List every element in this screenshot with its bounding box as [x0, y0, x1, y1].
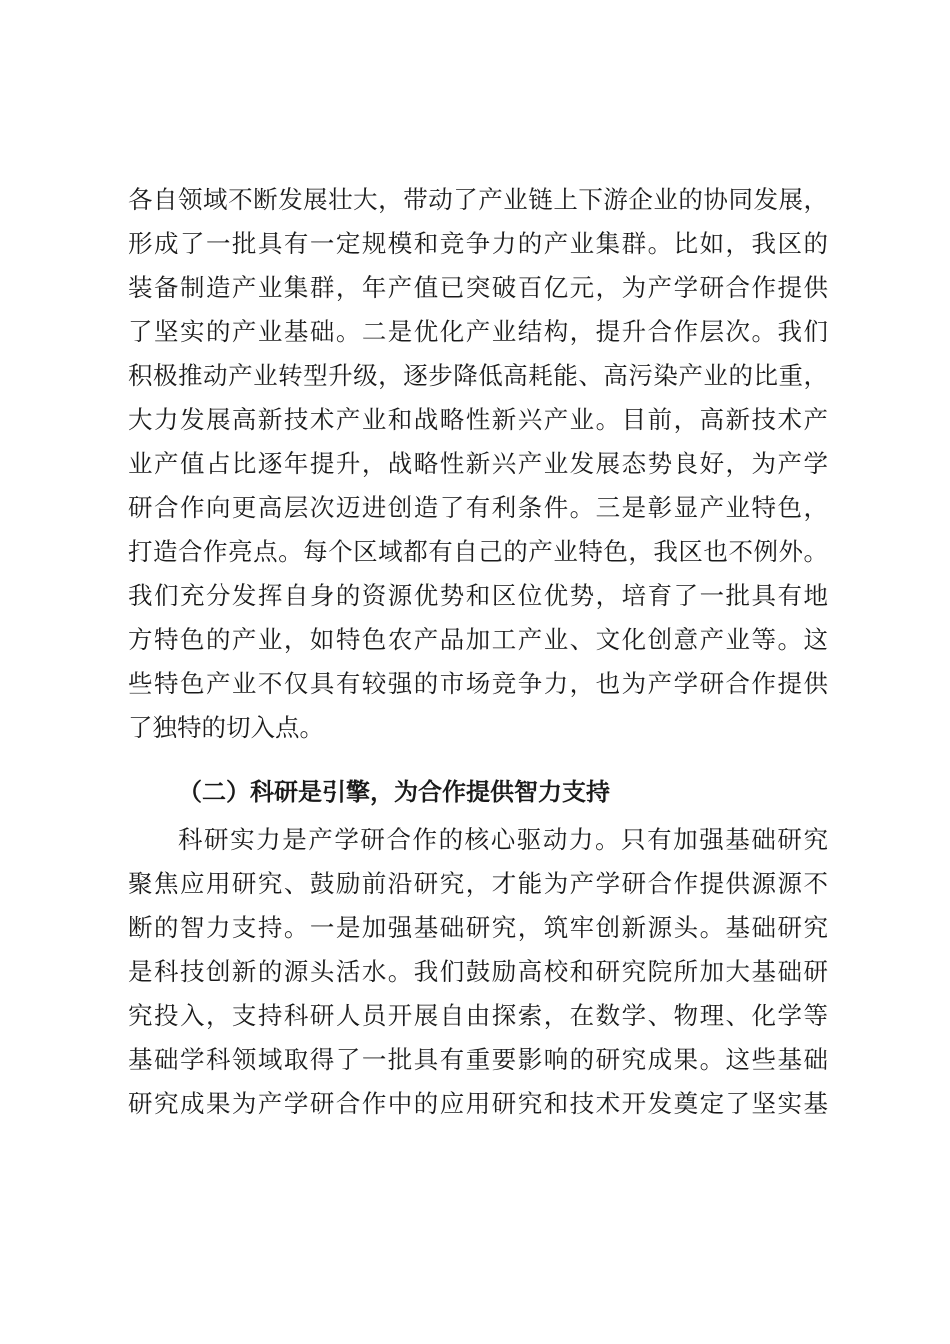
paragraph-industry — [128, 178, 828, 750]
paragraph-line: 断的智力支持。一是加强基础研究，筑牢创新源头。基础研究 — [128, 913, 828, 942]
paragraph-line: 聚焦应用研究、鼓励前沿研究，才能为产学研合作提供源源不 — [128, 869, 828, 898]
paragraph-research — [128, 818, 828, 1126]
paragraph-line: 研合作向更高层次迈进创造了有利条件。三是彰显产业特色， — [128, 493, 828, 522]
paragraph-line: 业产值占比逐年提升，战略性新兴产业发展态势良好，为产学 — [128, 449, 828, 478]
paragraph-line: 各自领域不断发展壮大，带动了产业链上下游企业的协同发展， — [128, 185, 828, 214]
paragraph-line: 方特色的产业，如特色农产品加工产业、文化创意产业等。这 — [128, 625, 828, 654]
paragraph-line: 了独特的切入点。 — [128, 713, 324, 742]
paragraph-line: 装备制造产业集群，年产值已突破百亿元，为产学研合作提供 — [128, 273, 828, 302]
paragraph-line: 究投入，支持科研人员开展自由探索，在数学、物理、化学等 — [128, 1001, 828, 1030]
paragraph-line: 积极推动产业转型升级，逐步降低高耗能、高污染产业的比重， — [128, 361, 828, 390]
paragraph-line: 研究成果为产学研合作中的应用研究和技术开发奠定了坚实基 — [128, 1089, 828, 1118]
paragraph-line: 大力发展高新技术产业和战略性新兴产业。目前，高新技术产 — [128, 405, 828, 434]
paragraph-line: 些特色产业不仅具有较强的市场竞争力，也为产学研合作提供 — [128, 669, 828, 698]
section-heading: （二）科研是引擎，为合作提供智力支持 — [178, 778, 610, 806]
paragraph-line: 了坚实的产业基础。二是优化产业结构，提升合作层次。我们 — [128, 317, 828, 346]
paragraph-line: 我们充分发挥自身的资源优势和区位优势，培育了一批具有地 — [128, 581, 828, 610]
paragraph-line: 打造合作亮点。每个区域都有自己的产业特色，我区也不例外。 — [128, 537, 828, 566]
paragraph-line: 形成了一批具有一定规模和竞争力的产业集群。比如，我区的 — [128, 229, 828, 258]
paragraph-line: 基础学科领域取得了一批具有重要影响的研究成果。这些基础 — [128, 1045, 828, 1074]
paragraph-line: 科研实力是产学研合作的核心驱动力。只有加强基础研究 — [178, 825, 828, 854]
paragraph-line: 是科技创新的源头活水。我们鼓励高校和研究院所加大基础研 — [128, 957, 828, 986]
